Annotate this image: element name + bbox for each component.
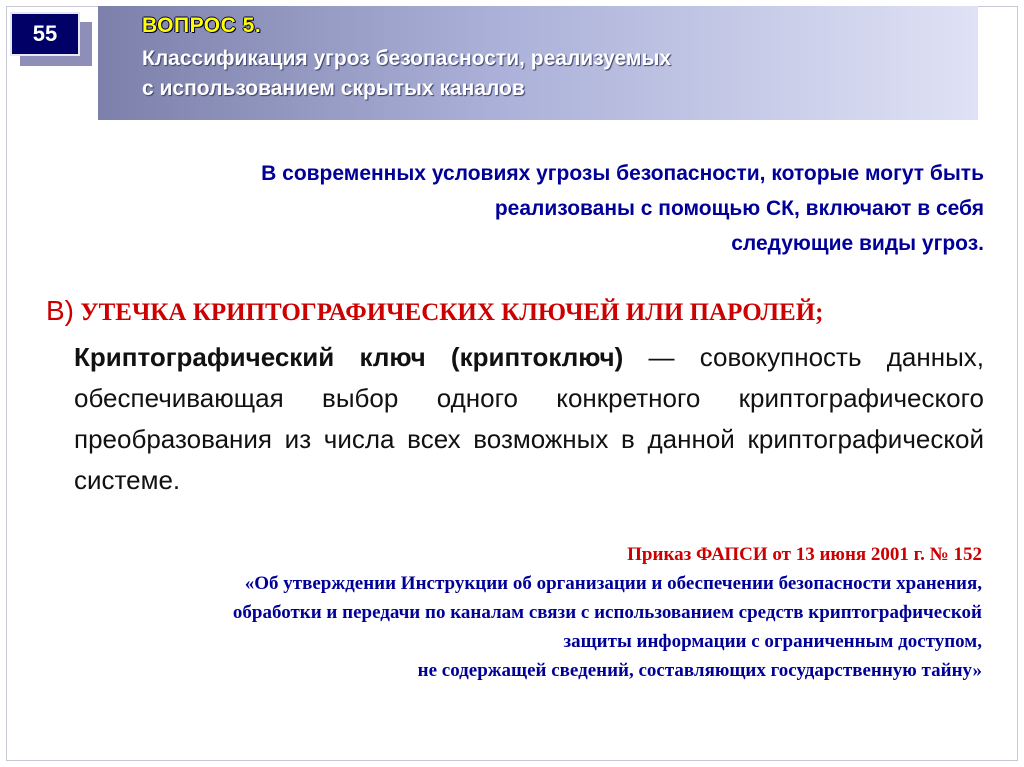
slide-title-line-1: Классификация угроз безопасности, реализуемых [142,47,672,70]
threat-heading [46,295,986,327]
intro-line-1: В современных условиях угрозы безопасности, которые могут быть [261,162,984,185]
slide-header [98,6,978,120]
reference-line-1: «Об утверждении Инструкции об организации и обеспечении безопасности хранения, [244,573,982,594]
definition-term: Криптографический ключ (криптоключ) [74,342,624,372]
threat-letter: В) [46,295,74,326]
reference-line-3: защиты информации с ограниченным доступом, [563,631,982,652]
question-label: ВОПРОС 5. [142,14,262,37]
definition-body: — совокупность данных, обеспечивающая выбор одного конкретного криптографического преобразования из числа всех возможных в данной криптографической системе. [74,342,984,495]
intro-line-2: реализованы с помощью СК, включают в себя [494,197,984,220]
intro-line-3: следующие виды угроз. [731,232,984,255]
reference-line-2: обработки и передачи по каналам связи с использованием средств криптографической [232,602,982,623]
intro-paragraph [104,156,984,261]
threat-text: УТЕЧКА КРИПТОГРАФИЧЕСКИХ КЛЮЧЕЙ ИЛИ ПАРОЛЕЙ; [74,299,824,326]
reference-line-4: не содержащей сведений, составляющих государственную тайну» [417,660,982,681]
definition-paragraph [74,337,984,501]
reference-block [62,540,982,685]
slide-title-line-2: с использованием скрытых каналов [142,77,525,100]
slide-number-badge: 55 [10,12,80,56]
reference-order: Приказ ФАПСИ от 13 июня 2001 г. № 152 [627,544,982,565]
